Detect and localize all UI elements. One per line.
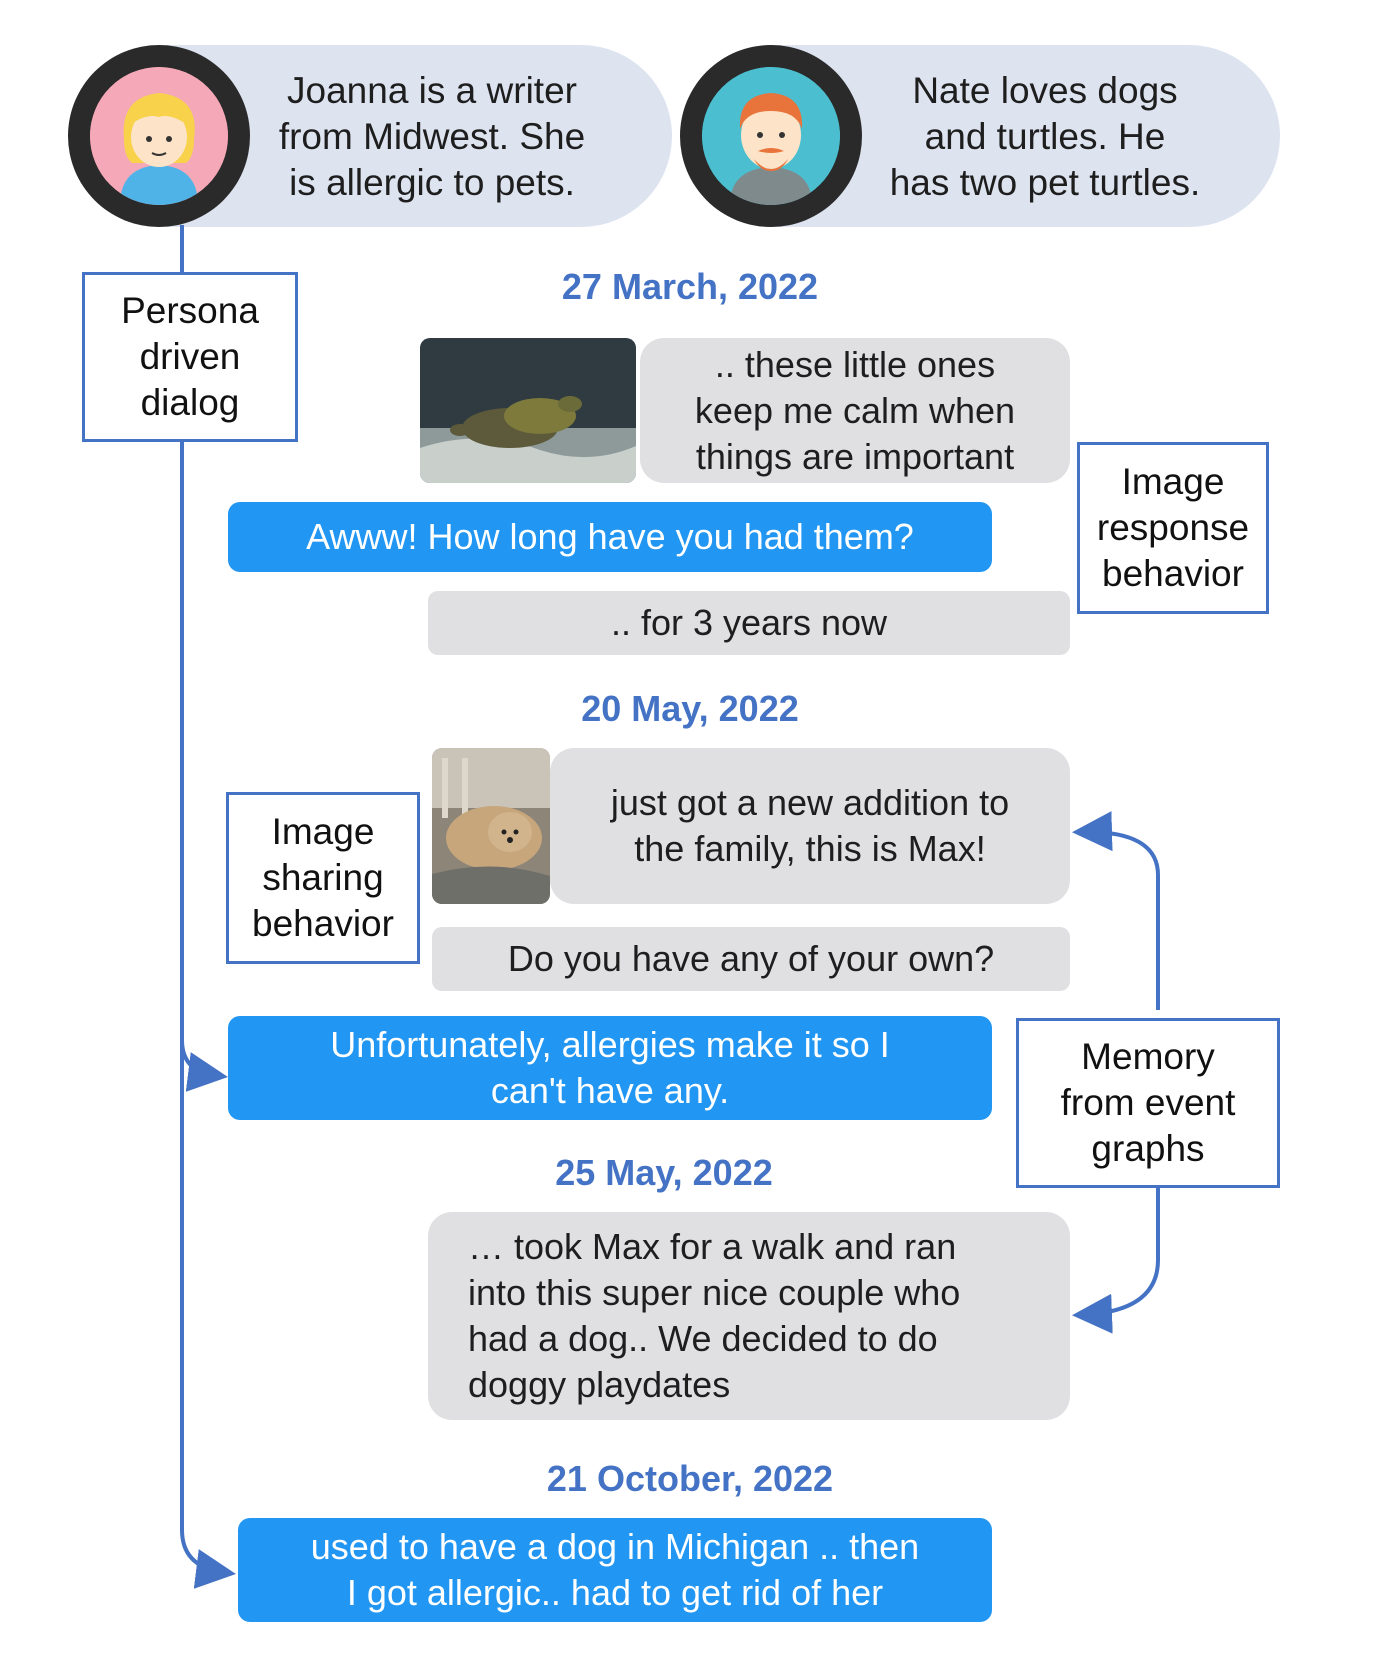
- dog-photo: [432, 748, 550, 904]
- session-date: 25 May, 2022: [555, 1152, 773, 1193]
- memory-label: Memory from event graphs: [1016, 1018, 1280, 1188]
- nate-message: Do you have any of your own?: [432, 927, 1070, 991]
- image-sharing-label: Image sharing behavior: [226, 792, 420, 964]
- joanna-message: used to have a dog in Michigan .. then I got allergic.. had to get rid of her: [238, 1518, 992, 1622]
- avatar-joanna: [68, 45, 250, 227]
- session-date: 27 March, 2022: [561, 266, 819, 307]
- memory-arrow-up: [1080, 832, 1158, 1010]
- joanna-message: Awww! How long have you had them?: [228, 502, 992, 572]
- nate-message: just got a new addition to the family, this is Max!: [550, 748, 1070, 904]
- session-date: 21 October, 2022: [546, 1458, 834, 1499]
- turtle-photo: [420, 338, 636, 483]
- session-date: 20 May, 2022: [581, 688, 799, 729]
- nate-message: … took Max for a walk and ran into this super nice couple who had a dog.. We decided to do doggy playdates: [428, 1212, 1070, 1420]
- joanna-message: Unfortunately, allergies make it so I can't have any.: [228, 1016, 992, 1120]
- persona-joanna-text: Joanna is a writer from Midwest. She is allergic to pets.: [278, 70, 586, 203]
- girl-face-icon: [90, 67, 228, 205]
- man-face-icon: [702, 67, 840, 205]
- image-response-label: Image response behavior: [1077, 442, 1269, 614]
- nate-message: .. these little ones keep me calm when things are important: [640, 338, 1070, 483]
- persona-nate-text: Nate loves dogs and turtles. He has two pet turtles.: [889, 70, 1201, 203]
- avatar-nate: [680, 45, 862, 227]
- memory-arrow-down: [1080, 1185, 1158, 1315]
- persona-dialog-label: Persona driven dialog: [82, 272, 298, 442]
- nate-message: .. for 3 years now: [428, 591, 1070, 655]
